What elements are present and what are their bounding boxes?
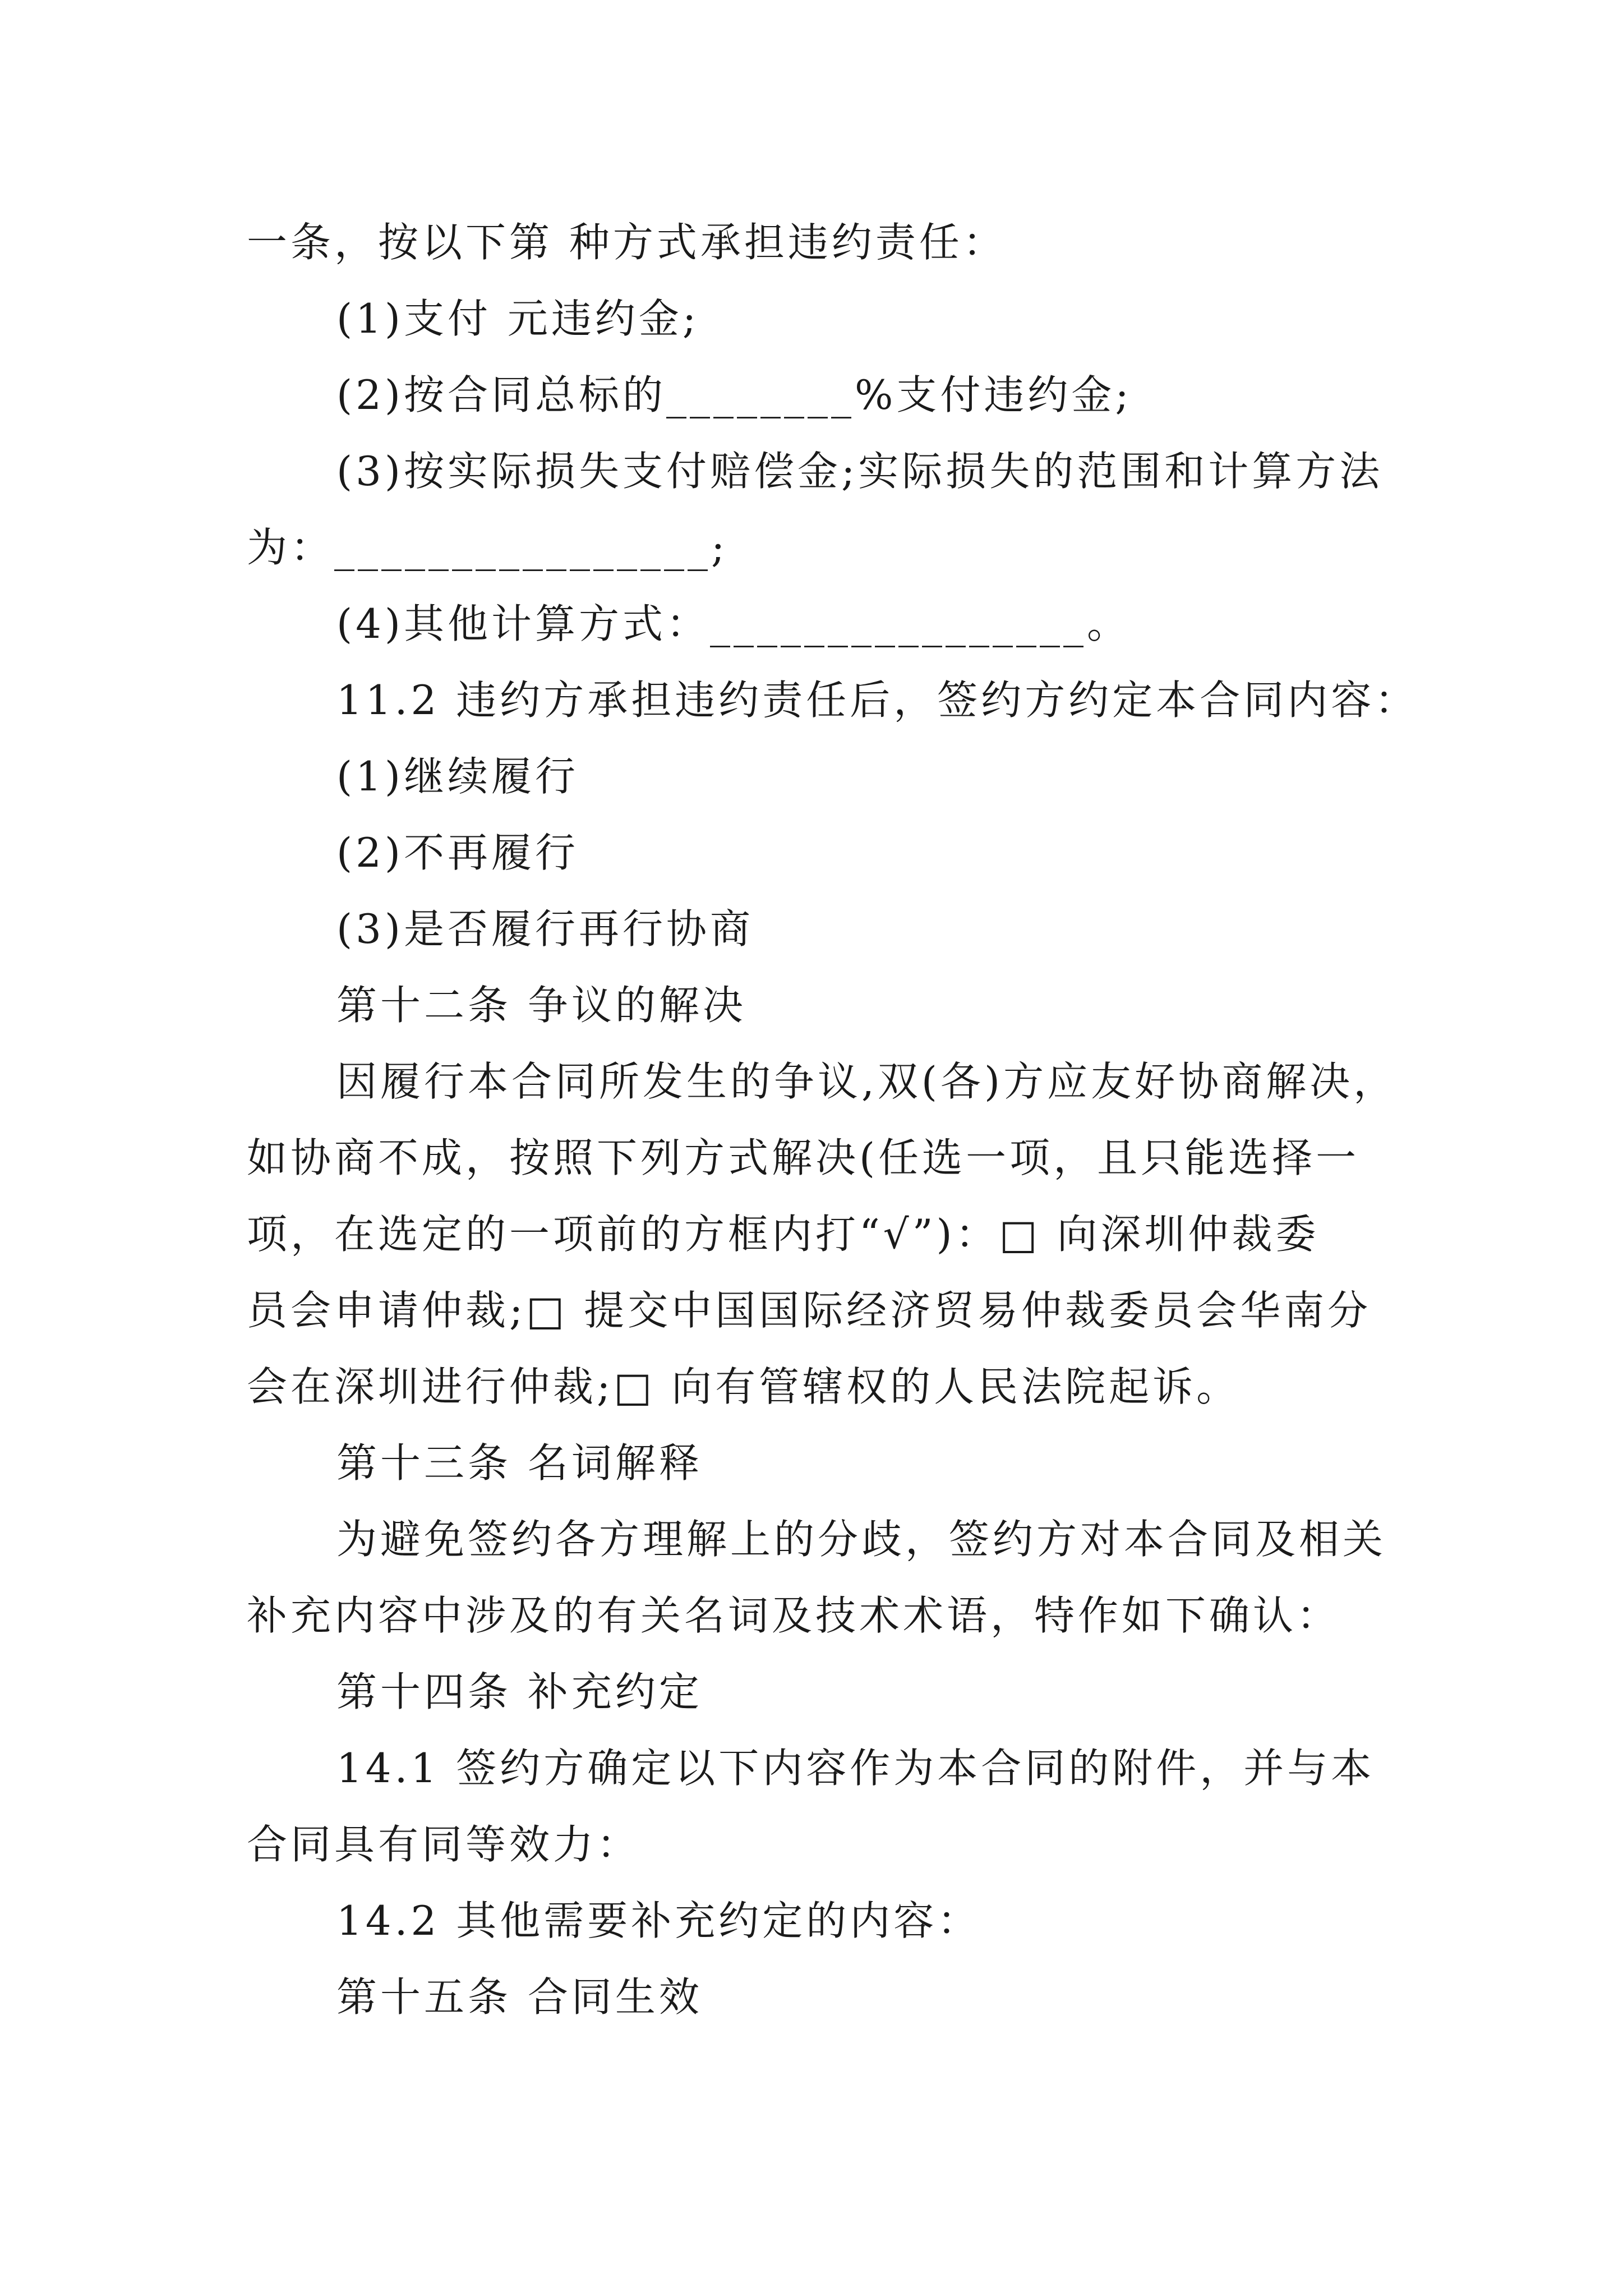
text-line: 为：________________; [247, 524, 728, 571]
text-line: (1)支付 元违约金; [336, 295, 700, 342]
section-heading: 第十二条 争议的解决 [336, 982, 746, 1029]
section-heading: 第十三条 名词解释 [336, 1439, 703, 1487]
text-line: 为避免签约各方理解上的分歧，签约方对本合同及相关 [336, 1516, 1387, 1563]
text-line: (2)按合同总标的________%支付违约金; [336, 371, 1132, 418]
text-line: 会在深圳进行仲裁;□ 向有管辖权的人民法院起诉。 [247, 1363, 1241, 1410]
text-line: 11.2 违约方承担违约责任后，签约方约定本合同内容： [336, 677, 1419, 724]
text-line: (2)不再履行 [336, 829, 579, 876]
text-line: 项，在选定的一项前的方框内打“√”)：□ 向深圳仲裁委 [247, 1211, 1320, 1258]
text-line: 补充内容中涉及的有关名词及技术术语，特作如下确认： [247, 1592, 1341, 1639]
section-heading: 第十四条 补充约定 [336, 1668, 703, 1715]
text-line: 14.2 其他需要补充约定的内容： [336, 1897, 981, 1944]
text-line: (3)是否履行再行协商 [336, 905, 754, 953]
section-heading: 第十五条 合同生效 [336, 1973, 703, 2021]
text-line: 如协商不成，按照下列方式解决(任选一项，且只能选择一 [247, 1134, 1360, 1181]
text-line: 14.1 签约方确定以下内容作为本合同的附件，并与本 [336, 1745, 1375, 1792]
text-line: 因履行本合同所发生的争议,双(各)方应友好协商解决， [336, 1058, 1398, 1105]
text-line: 员会申请仲裁;□ 提交中国国际经济贸易仲裁委员会华南分 [247, 1287, 1372, 1334]
text-line: (3)按实际损失支付赔偿金;实际损失的范围和计算方法 [336, 448, 1384, 495]
text-line: 合同具有同等效力： [247, 1821, 641, 1868]
text-line: (4)其他计算方式：________________。 [336, 600, 1131, 647]
text-line: 一条，按以下第 种方式承担违约责任： [247, 219, 1007, 266]
text-line: (1)继续履行 [336, 753, 579, 800]
